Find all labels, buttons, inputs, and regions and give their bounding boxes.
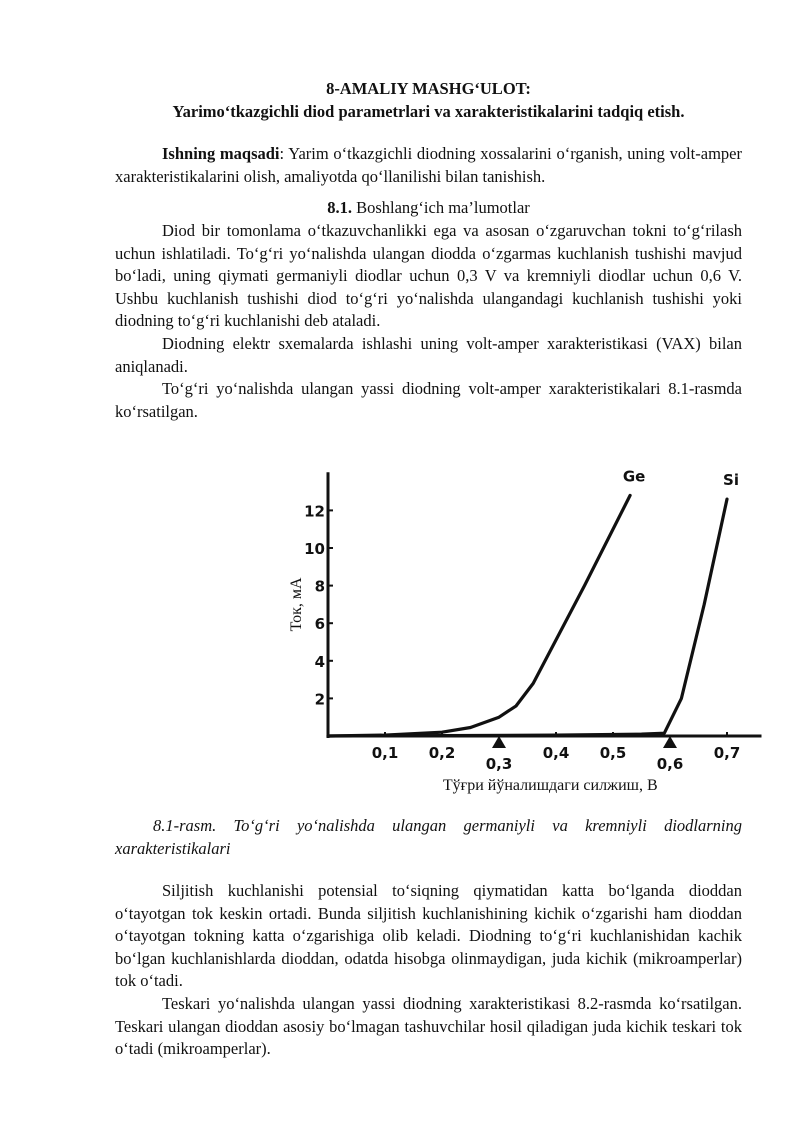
x-tick-label: 0,6 [656, 755, 684, 773]
y-tick-label: 10 [304, 540, 325, 558]
y-tick-label: 12 [304, 502, 325, 521]
x-tick-label: 0,1 [371, 744, 399, 762]
series-label-ge: Ge [622, 467, 646, 486]
x-marker-arrow [663, 736, 677, 748]
y-tick-label: 4 [314, 652, 325, 671]
section-title: Boshlang‘ich ma’lumotlar [351, 198, 530, 218]
y-tick-label: 8 [314, 577, 325, 596]
y-axis-label: Ток, мА [288, 577, 305, 632]
x-marker-arrow [492, 736, 506, 748]
x-tick-label: 0,5 [599, 744, 627, 762]
y-tick-label: 2 [314, 690, 325, 709]
paragraph: Diodning elektr sxemalarda ishlashi uning volt-amper xarakteristikasi (VAX) bilan aniqlanadi. [115, 333, 742, 376]
series-line-ge [328, 495, 630, 736]
figure-caption: 8.1-rasm. To‘g‘ri yo‘nalishda ulangan germaniyli va kremniyli diodlarning xarakteristikalari [115, 816, 742, 858]
series-label-si: Si [723, 471, 739, 490]
x-tick-label: 0,2 [428, 744, 456, 762]
y-tick-label: 6 [314, 615, 325, 634]
paragraph: To‘g‘ri yo‘nalishda ulangan yassi diodning volt-amper xarakteristikalari 8.1-rasmda ko‘rsatilgan. [115, 379, 742, 421]
x-tick-label: 0,3 [485, 755, 513, 773]
topic-title: Yarimo‘tkazgichli diod parametrlari va xarakteristikalarini tadqiq etish. [172, 101, 685, 121]
vax-chart [265, 462, 741, 807]
x-tick-label: 0,4 [542, 744, 570, 762]
document-body [115, 78, 742, 423]
purpose-label: Ishning maqsadi [162, 144, 280, 164]
paragraph: Diod bir tomonlama o‘tkazuvchanlikki ega va asosan o‘zgaruvchan tokni to‘g‘rilash uchun ishlatiladi. To‘g‘ri yo‘nalishda ulangan diodda o‘zgarmas kuchlanish tushishi mavjud bo‘ladi, uning qiymati germaniyli diodlar uchun 0,3 V va kremniyli diodlar uchun 0,6 V. Ushbu kuchlanish tushishi diod to‘g‘ri yo‘nalishda ulangandagi kuchlanish tushishi yoki diodning to‘g‘ri kuchlanishi deb ataladi. [115, 220, 742, 331]
document-body-continued [115, 880, 742, 1061]
series-line-si [328, 499, 727, 736]
purpose-paragraph [115, 143, 742, 188]
paragraph: Siljitish kuchlanishi potensial to‘siqning qiymatidan katta bo‘lganda dioddan o‘tayotgan tok keskin ortadi. Bunda siljitish kuchlanishining kichik o‘zgarishi ham dioddan o‘tayotgan tokning katta o‘zgarishiga olib keladi. Diodning to‘g‘ri kuchlanishidan kachik bo‘lgan kuchlanishlarda dioddan, odatda hisobga olinmaydigan, juda kichik (mikroamperlar) tok o‘tadi. [115, 881, 742, 991]
section-number: 8.1. [327, 198, 352, 218]
purpose-text: : Yarim o‘tkazgichli diodning xossalarini o‘rganish, uning volt-amper xarakteristikalarini olish, amaliyotda qo‘llanilishi bilan tanishish. [115, 144, 742, 186]
section-heading [115, 197, 742, 220]
x-tick-label: 0,7 [713, 744, 741, 762]
chart-svg [265, 462, 741, 807]
x-axis-label: Тўғри йўналишдаги силжиш, В [442, 777, 658, 794]
lesson-title: 8-AMALIY MASHG‘ULOT: [326, 79, 531, 98]
paragraph: Teskari yo‘nalishda ulangan yassi diodning xarakteristikasi 8.2-rasmda ko‘rsatilgan. Teskari ulangan dioddan asosiy bo‘lmagan tashuvchilar hosil qiladigan juda kichik teskari tok o‘tadi (mikroamperlar). [115, 993, 742, 1059]
